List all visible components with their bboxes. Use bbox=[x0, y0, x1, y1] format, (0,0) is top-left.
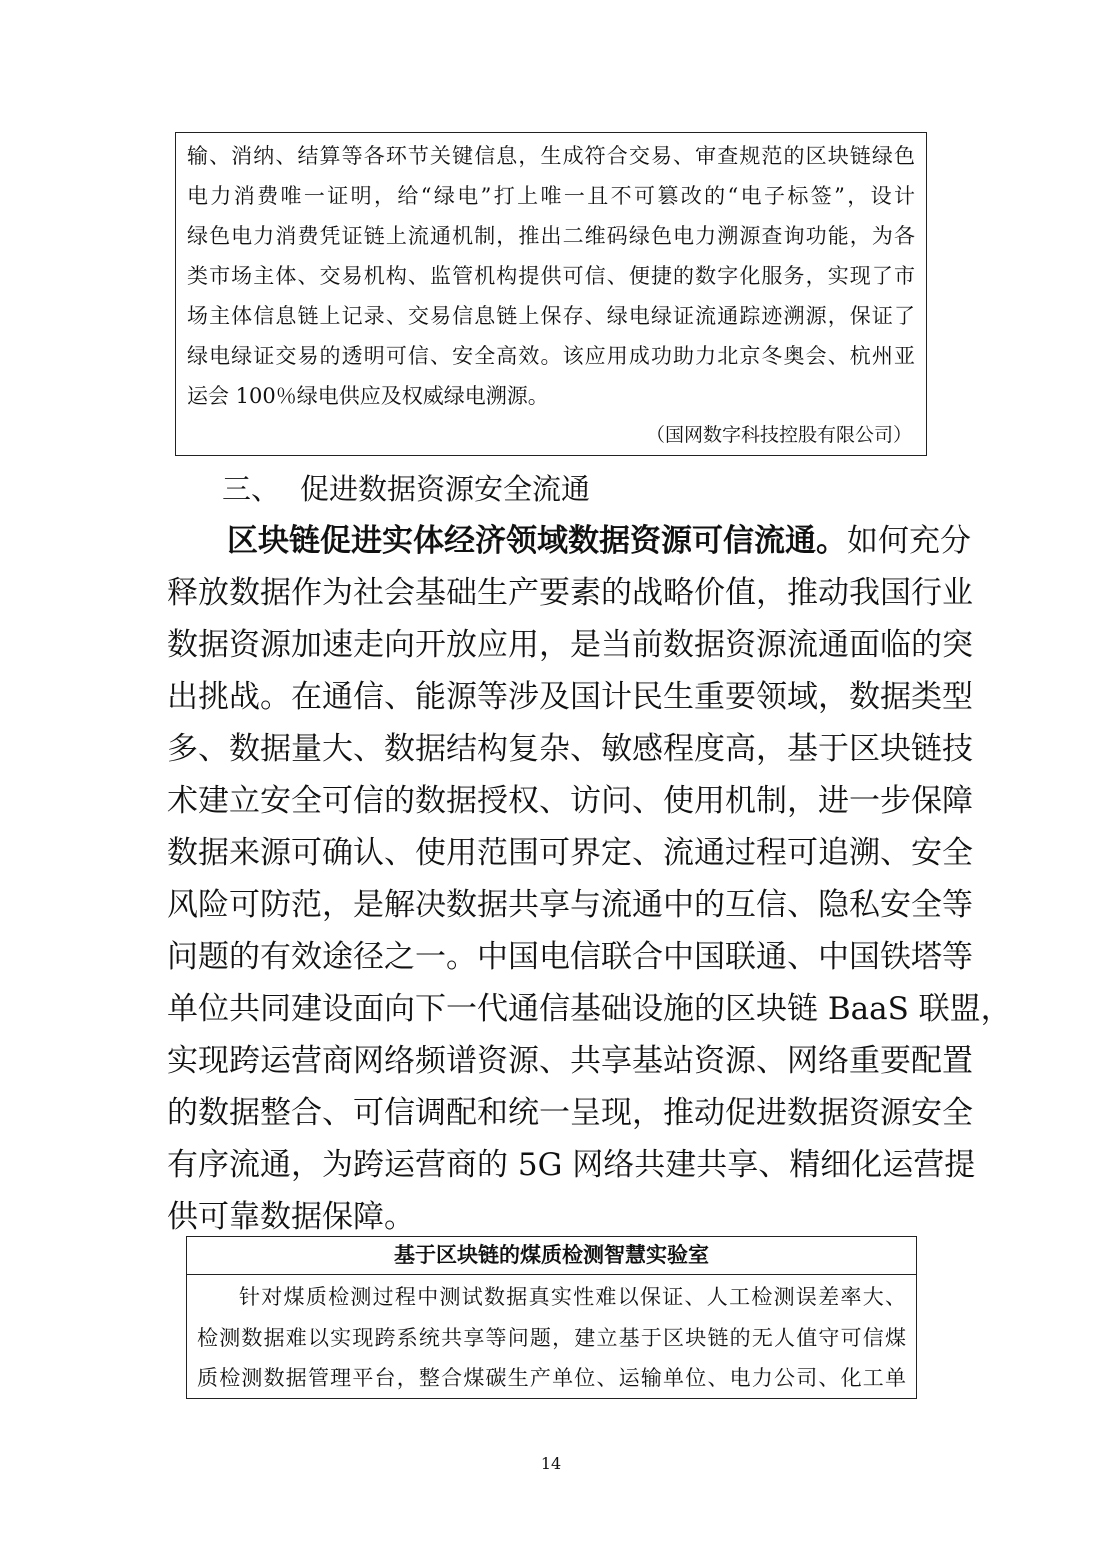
paragraph-line: 实现跨运营商网络频谱资源、共享基站资源、网络重要配置 bbox=[167, 1043, 973, 1079]
case-box-line: 针对煤质检测过程中测试数据真实性难以保证、人工检测误差率大、 bbox=[239, 1285, 906, 1309]
paragraph-line: 风险可防范，是解决数据共享与流通中的互信、隐私安全等 bbox=[167, 887, 973, 923]
paragraph-line: 问题的有效途径之一。中国电信联合中国联通、中国铁塔等 bbox=[167, 939, 973, 975]
paragraph-line: 供可靠数据保障。 bbox=[167, 1199, 415, 1235]
case-box-line: 检测数据难以实现跨系统共享等问题，建立基于区块链的无人值守可信煤 bbox=[197, 1326, 906, 1350]
page-number: 14 bbox=[540, 1454, 562, 1473]
case-box-line: 绿色电力消费凭证链上流通机制，推出二维码绿色电力溯源查询功能，为各 bbox=[187, 224, 915, 248]
case-box-green-power bbox=[175, 132, 927, 456]
case-box-title: 基于区块链的煤质检测智慧实验室 bbox=[187, 1237, 916, 1275]
paragraph-line: 单位共同建设面向下一代通信基础设施的区块链 BaaS 联盟， bbox=[167, 991, 1012, 1027]
case-box-source: （国网数字科技控股有限公司） bbox=[645, 424, 912, 446]
case-box-coal-lab bbox=[186, 1236, 917, 1399]
paragraph-first-rest: 如何充分 bbox=[847, 523, 971, 559]
section-title: 促进数据资源安全流通 bbox=[300, 472, 591, 506]
case-box-line: 质检测数据管理平台，整合煤碳生产单位、运输单位、电力公司、化工单 bbox=[197, 1366, 906, 1390]
paragraph-line: 数据资源加速走向开放应用，是当前数据资源流通面临的突 bbox=[167, 627, 973, 663]
paragraph-line: 多、数据量大、数据结构复杂、敏感程度高，基于区块链技 bbox=[167, 731, 973, 767]
paragraph-line: 出挑战。在通信、能源等涉及国计民生重要领域，数据类型 bbox=[167, 679, 973, 715]
case-box-line: 电力消费唯一证明，给“绿电”打上唯一且不可篡改的“电子标签”，设计 bbox=[187, 184, 915, 208]
case-box-line: 类市场主体、交易机构、监管机构提供可信、便捷的数字化服务，实现了市 bbox=[187, 264, 915, 288]
paragraph-line: 释放数据作为社会基础生产要素的战略价值，推动我国行业 bbox=[167, 575, 973, 611]
case-box-line: 运会 100％绿电供应及权威绿电溯源。 bbox=[187, 384, 549, 408]
case-box-line: 输、消纳、结算等各环节关键信息，生成符合交易、审查规范的区块链绿色 bbox=[187, 144, 915, 168]
paragraph-line: 数据来源可确认、使用范围可界定、流通过程可追溯、安全 bbox=[167, 835, 973, 871]
paragraph-line: 术建立安全可信的数据授权、访问、使用机制，进一步保障 bbox=[167, 783, 973, 819]
paragraph-line: 的数据整合、可信调配和统一呈现，推动促进数据资源安全 bbox=[167, 1095, 973, 1131]
case-box-line: 场主体信息链上记录、交易信息链上保存、绿电绿证流通踪迹溯源，保证了 bbox=[187, 304, 915, 328]
section-heading bbox=[222, 469, 590, 509]
paragraph-line bbox=[227, 521, 971, 561]
paragraph-lead: 区块链促进实体经济领域数据资源可信流通。 bbox=[227, 523, 847, 559]
case-box-line: 绿电绿证交易的透明可信、安全高效。该应用成功助力北京冬奥会、杭州亚 bbox=[187, 344, 915, 368]
section-number: 三、 bbox=[222, 472, 281, 506]
paragraph-line: 有序流通，为跨运营商的 5G 网络共建共享、精细化运营提 bbox=[167, 1147, 976, 1183]
